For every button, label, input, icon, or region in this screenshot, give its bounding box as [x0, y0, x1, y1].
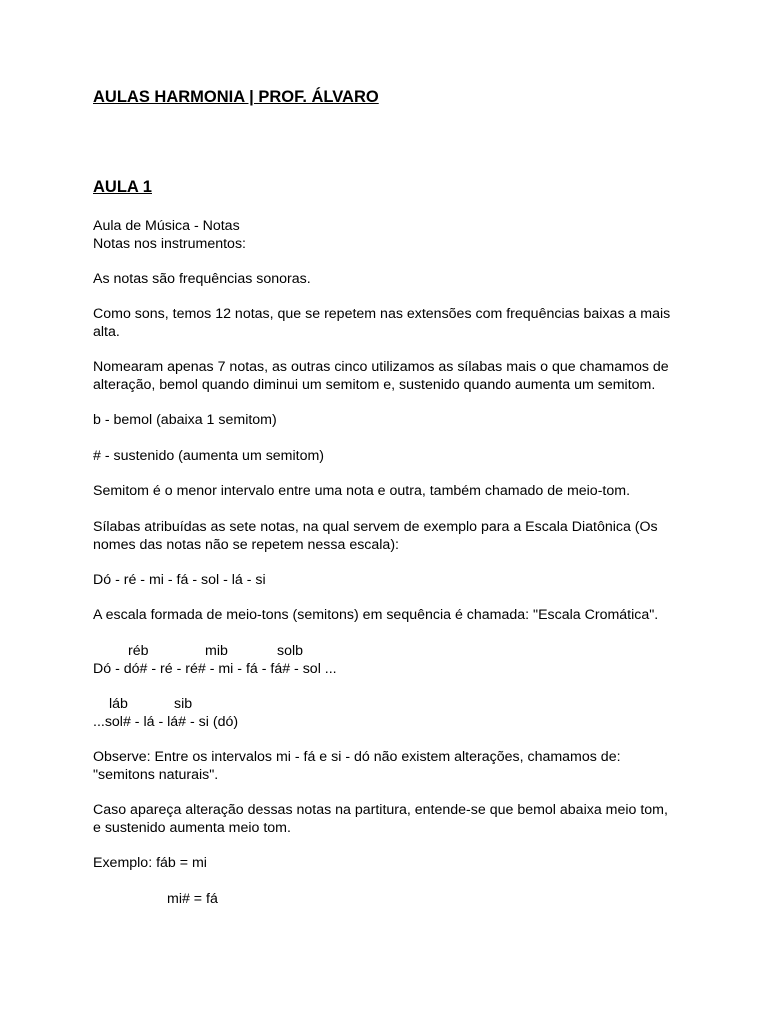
paragraph-line: alteração, bemol quando diminui um semitom e, sustenido quando aumenta um semitom.: [93, 377, 656, 393]
paragraph-line: nomes das notas não se repetem nessa escala):: [93, 537, 399, 553]
diatonic-scale: Dó - ré - mi - fá - sol - lá - si: [93, 572, 266, 588]
lesson-heading: AULA 1: [93, 178, 152, 196]
paragraph-line: "semitons naturais".: [93, 767, 219, 783]
paragraph-line: Como sons, temos 12 notas, que se repetem nas extensões com frequências baixas a mais: [93, 306, 671, 322]
paragraph-line: Nomearam apenas 7 notas, as outras cinco utilizamos as sílabas mais o que chamamos de: [93, 359, 669, 375]
subtitle-line: Notas nos instrumentos:: [93, 236, 246, 252]
chromatic-intro: A escala formada de meio-tons (semitons) em sequência é chamada: "Escala Cromática".: [93, 607, 659, 623]
sustenido-definition: # - sustenido (aumenta um semitom): [93, 448, 325, 464]
paragraph-line: alta.: [93, 324, 120, 340]
flat-note-label: láb: [109, 696, 128, 712]
chromatic-scale-line: ...sol# - lá - lá# - si (dó): [93, 714, 239, 730]
example-line: Exemplo: fáb = mi: [93, 855, 207, 871]
bemol-definition: b - bemol (abaixa 1 semitom): [93, 412, 277, 428]
document-title: AULAS HARMONIA | PROF. ÁLVARO: [93, 88, 379, 106]
flat-note-label: sib: [174, 696, 193, 712]
example-line: mi# = fá: [167, 891, 218, 907]
paragraph-line: As notas são frequências sonoras.: [93, 271, 311, 287]
paragraph-line: Observe: Entre os intervalos mi - fá e si - dó não existem alterações, chamamos de:: [93, 749, 621, 765]
semitom-definition: Semitom é o menor intervalo entre uma nota e outra, também chamado de meio-tom.: [93, 483, 631, 499]
chromatic-scale-line: Dó - dó# - ré - ré# - mi - fá - fá# - sol ...: [93, 661, 337, 677]
chromatic-flats-row: [93, 695, 693, 713]
paragraph-line: Sílabas atribuídas as sete notas, na qual servem de exemplo para a Escala Diatônica (Os: [93, 519, 658, 535]
paragraph-line: Caso apareça alteração dessas notas na partitura, entende-se que bemol abaixa meio tom,: [93, 802, 668, 818]
subtitle-line: Aula de Música - Notas: [93, 218, 240, 234]
chromatic-flats-row: [93, 642, 693, 660]
paragraph-line: e sustenido aumenta meio tom.: [93, 820, 291, 836]
flat-note-label: réb: [128, 643, 149, 659]
flat-note-label: mib: [205, 643, 228, 659]
flat-note-label: solb: [277, 643, 304, 659]
